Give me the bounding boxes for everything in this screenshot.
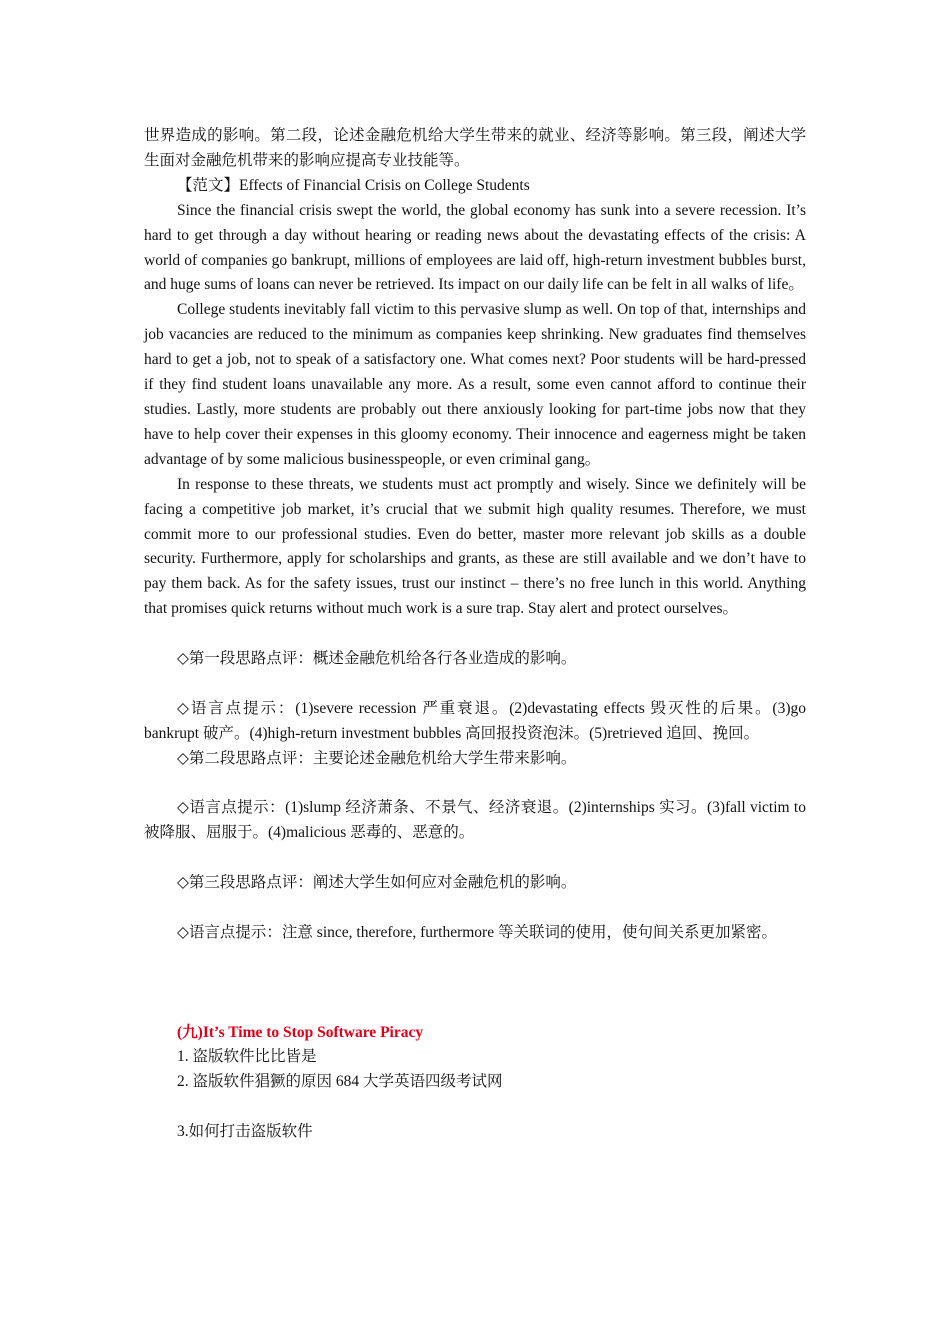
spacer bbox=[144, 1095, 806, 1120]
essay-paragraph-2: College students inevitably fall victim to this pervasive slump as well. On top of that, internships and job vacancies are reduced to the minimum as companies keep shrinking. New graduates find themselves hard to get a job, not to speak of a satisfactory one. What comes next? Poor students will be hard-pressed if they find student loans unavailable any more. As a result, some even cannot afford to continue their studies. Lastly, more students are probably out there anxiously looking for part-time jobs now that they have to help cover their expenses in this gloomy economy. Their innocence and eagerness might be taken advantage of by some malicious businesspeople, or even criminal gang。 bbox=[144, 301, 806, 468]
outline-item-3: 3.如何打击盗版软件 bbox=[177, 1123, 313, 1141]
outline-item-1: 1. 盗版软件比比皆是 bbox=[177, 1048, 317, 1066]
paragraph-3-language-notes: ◇语言点提示：注意 since, therefore, furthermore 等关联词的使用，使句间关系更加紧密。 bbox=[177, 923, 777, 941]
paragraph-2-language-notes: ◇语言点提示：(1)slump 经济萧条、不景气、经济衰退。(2)internships 实习。(3)fall victim to 被降服、屈服于。(4)malicious 恶毒的、恶意的。 bbox=[144, 799, 806, 842]
paragraph-2-comment: ◇第二段思路点评：主要论述金融危机给大学生带来影响。 bbox=[177, 749, 577, 767]
document-page bbox=[144, 124, 806, 1145]
spacer bbox=[144, 846, 806, 871]
intro-paragraph: 世界造成的影响。第二段，论述金融危机给大学生带来的就业、经济等影响。第三段，阐述大学生面对金融危机带来的影响应提高专业技能等。 bbox=[144, 127, 806, 169]
sample-title: 【范文】Effects of Financial Crisis on College Students bbox=[177, 176, 530, 194]
paragraph-1-language-notes: ◇语言点提示：(1)severe recession 严重衰退。(2)devastating effects 毁灭性的后果。(3)go bankrupt 破产。(4)high-return investment bubbles 高回报投资泡沫。(5)retrieved 追回、挽回。 bbox=[144, 699, 806, 742]
spacer bbox=[144, 946, 806, 1021]
outline-item-2: 2. 盗版软件猖獗的原因 684 大学英语四级考试网 bbox=[177, 1073, 503, 1091]
spacer bbox=[144, 772, 806, 797]
spacer bbox=[144, 672, 806, 697]
section-9-title: (九)It’s Time to Stop Software Piracy bbox=[177, 1023, 424, 1041]
paragraph-3-comment: ◇第三段思路点评：阐述大学生如何应对金融危机的影响。 bbox=[177, 874, 577, 892]
paragraph-1-comment: ◇第一段思路点评：概述金融危机给各行各业造成的影响。 bbox=[177, 650, 577, 668]
essay-paragraph-1: Since the financial crisis swept the world, the global economy has sunk into a severe recession. It’s hard to get through a day without hearing or reading news about the devastating effects of the crisis: A world of companies go bankrupt, millions of employees are laid off, high-return investment bubbles burst, and huge sums of loans can never be retrieved. Its impact on our daily life can be felt in all walks of life。 bbox=[144, 201, 806, 294]
essay-paragraph-3: In response to these threats, we students must act promptly and wisely. Since we definitely will be facing a competitive job market, it’s crucial that we submit high quality resumes. Therefore, we must commit more to our professional studies. Even do better, master more relevant job skills as a double security. Furthermore, apply for scholarships and grants, as these are still available and we don’t have to pay them back. As for the safety issues, trust our instinct – there’s no free lunch in this world. Anything that promises quick returns without much work is a sure trap. Stay alert and protect ourselves。 bbox=[144, 475, 806, 618]
spacer bbox=[144, 896, 806, 921]
spacer bbox=[144, 622, 806, 647]
